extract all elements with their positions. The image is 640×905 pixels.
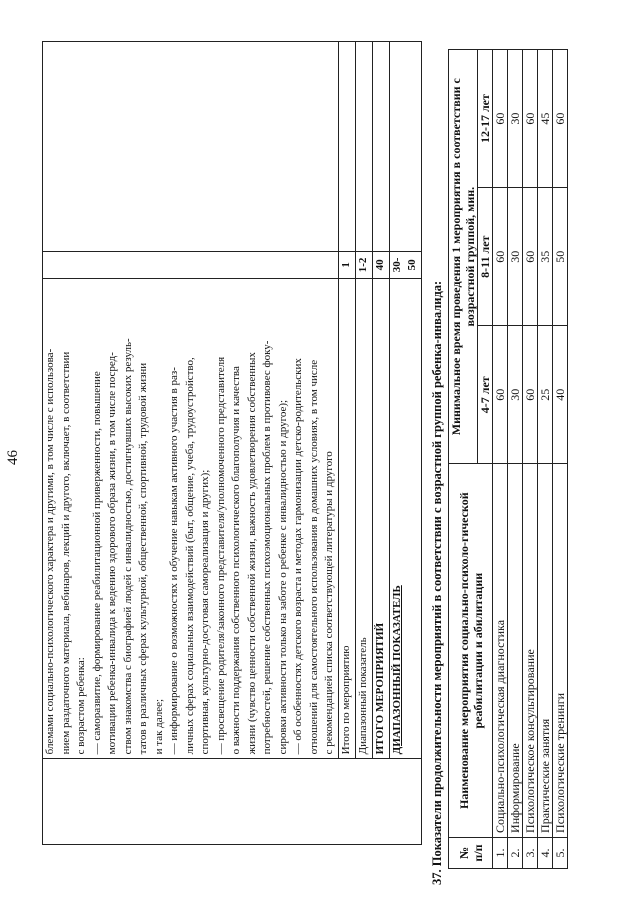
description-line: потребностей, решение собственных психоэмоциональных проблем в противовес фоку- [261,340,273,755]
event-name: Практические занятия [538,464,553,838]
description-line: татов в различных сферах культурной, общественной, спортивной, трудовой жизни [137,362,149,755]
row-label: Диапазонный показатель [355,278,372,759]
duration-8-11: 50 [553,188,568,326]
header-event-name: Наименование мероприятия социально-психоло-гической реабилитации и абилитации [449,464,493,838]
header-age-12-17: 12-17 лет [478,50,493,188]
empty-cell [389,42,421,252]
row-number: 5. [553,837,568,868]
empty-cell [355,42,372,252]
duration-12-17: 30 [508,50,523,188]
duration-12-17: 45 [538,50,553,188]
table-row [553,50,568,869]
row-label: Итого по мероприятию [338,278,355,759]
empty-cell [43,252,339,279]
description-line: — об особенностях детского возраста и методах гармонизации детско-родительских [292,358,304,755]
duration-8-11: 60 [523,188,538,326]
events-continuation-table [42,41,422,845]
table-row [508,50,523,869]
duration-12-17: 60 [523,50,538,188]
header-age-8-11: 8-11 лет [478,188,493,326]
duration-12-17: 60 [493,50,508,188]
event-name: Социально-психологическая диагностика [493,464,508,838]
event-name: Психологическое консультирование [523,464,538,838]
duration-8-11: 35 [538,188,553,326]
empty-cell [43,42,339,252]
table37-caption: 37. Показатели продолжительности мероприятий в соответствии с возрастной группой ребенка-инвалида: [430,280,444,885]
description-line: — информирование о возможностях и обучение навыкам активного участия в раз- [168,367,180,755]
table-row [493,50,508,869]
row-value: 30-50 [389,252,421,279]
duration-4-7: 60 [523,326,538,464]
header-age-4-7: 4-7 лет [478,326,493,464]
description-line: мотивации ребенка-инвалида к ведению здорового образа жизни, в том числе посред- [106,352,118,755]
table-row [523,50,538,869]
description-line: — просвещение родителя/законного представителя/уполномоченного представителя [214,356,227,755]
duration-4-7: 25 [538,326,553,464]
description-line: с возрастом ребенка: [75,657,87,755]
row-number: 4. [538,837,553,868]
row-value: 1 [338,252,355,279]
description-line: спортивная, культурно-досуговая самореализация и других); [199,469,211,755]
description-line: личных сферах социальных взаимодействий (быт, общение, учеба, трудоустройство, [183,357,196,755]
row-number: 2. [508,837,523,868]
row-label: ДИАПАЗОННЫЙ ПОКАЗАТЕЛЬ [389,278,421,759]
description-line: с рекомендацией списка соответствующей литературы и другого [323,451,335,755]
description-line: ством знакомства с биографией людей с инвалидностью, достигнувших высоких резуль- [121,338,134,755]
table37-durations [448,49,568,869]
description-line: и так далее; [152,698,165,755]
description-line: сировки активности только на заботе о ребенке с инвалидностью и другое); [276,399,289,755]
duration-12-17: 60 [553,50,568,188]
header-min-time: Минимальное время проведения 1 мероприятия в соответствии с возрастной группой, мин. [449,50,478,464]
event-name: Психологические тренинги [553,464,568,838]
duration-4-7: 60 [493,326,508,464]
description-line: нием раздаточного материала, вебинаров, лекций и другого, включает, в соответствии [59,351,72,755]
duration-8-11: 30 [508,188,523,326]
description-line: — саморазвитие, формирование реабилитационной приверженности, повышение [90,371,103,755]
empty-cell [372,42,389,252]
page-number: 46 [5,450,21,465]
description-line: блемами социально-психологического характера и другими, в том числе с использова- [44,348,56,755]
row-value: 1-2 [355,252,372,279]
description-line: жизни (чувство ценности собственной жизни, важность удовлетворения собственных [245,352,258,755]
row-label: ИТОГО МЕРОПРИЯТИЙ [372,278,389,759]
table-row [538,50,553,869]
duration-4-7: 40 [553,326,568,464]
row-number: 1. [493,837,508,868]
empty-cell [43,759,422,845]
row-value: 40 [372,252,389,279]
header-number: № п/п [449,837,493,868]
event-name: Информирование [508,464,523,838]
empty-cell [338,42,355,252]
description-line: отношений для самостоятельного использования в домашних условиях, в том числе [307,359,320,755]
duration-4-7: 30 [508,326,523,464]
row-number: 3. [523,837,538,868]
duration-8-11: 60 [493,188,508,326]
description-line: о важности поддержания собственного психологического благополучия и качества [230,366,242,755]
event-description-cell [43,278,339,759]
